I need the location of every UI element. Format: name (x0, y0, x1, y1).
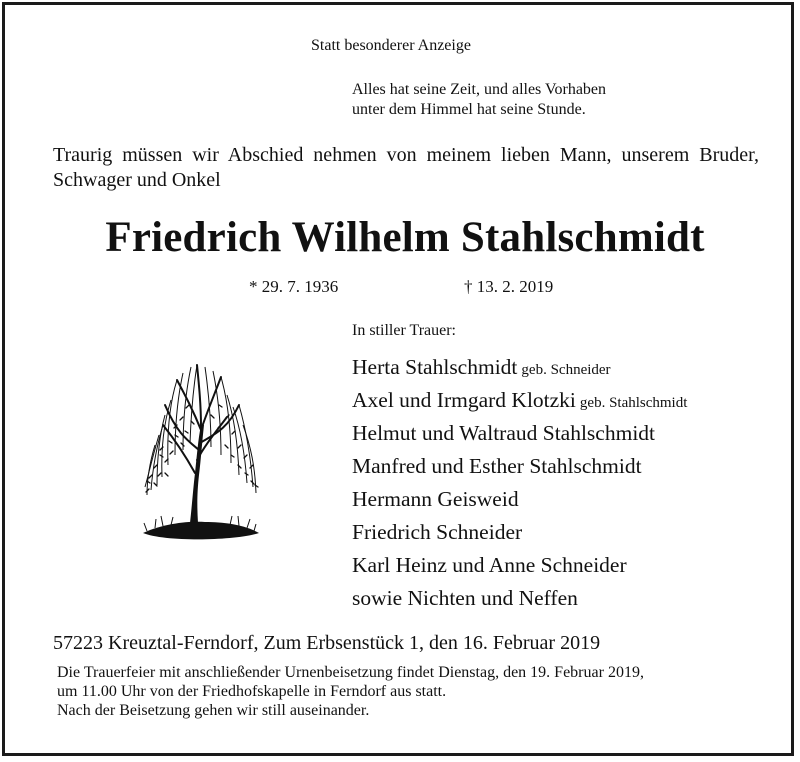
mourner-name: Manfred und Esther Stahlschmidt (352, 454, 642, 478)
mourner (352, 351, 687, 384)
mourner (352, 582, 687, 615)
place-date: 57223 Kreuztal-Ferndorf, Zum Erbsenstück 1, den 16. Februar 2019 (53, 632, 601, 654)
death-date: † 13. 2. 2019 (464, 277, 554, 296)
mourner (352, 549, 687, 582)
mourner (352, 516, 687, 549)
mourner-note: geb. Schneider (521, 362, 611, 378)
birth-date: * 29. 7. 1936 (249, 277, 339, 296)
obituary-frame (2, 2, 794, 756)
mourner (352, 417, 687, 450)
quote-line: Alles hat seine Zeit, und alles Vorhaben (352, 81, 607, 98)
mourner (352, 384, 687, 417)
mourner-note: geb. Stahlschmidt (579, 395, 688, 411)
mourner (352, 483, 687, 516)
mourners-label: In stiller Trauer: (352, 322, 456, 339)
quote (352, 80, 606, 120)
mourner-name: sowie Nichten und Neffen (352, 586, 578, 610)
notice-line: um 11.00 Uhr von der Friedhofskapelle in Ferndorf aus statt. (57, 683, 447, 700)
notice-line: Nach der Beisetzung gehen wir still auseinander. (57, 702, 370, 719)
mourner-name: Herta Stahlschmidt (352, 355, 518, 379)
mourner-name: Hermann Geisweid (352, 487, 519, 511)
mourner-name: Karl Heinz und Anne Schneider (352, 553, 627, 577)
weeping-willow-icon (135, 355, 265, 545)
intro-text: Traurig müssen wir Abschied nehmen von meinem lieben Mann, unserem Bruder, Schwager und Onkel (53, 144, 759, 191)
mourner-name: Axel und Irmgard Klotzki (352, 388, 576, 412)
header-note: Statt besonderer Anzeige (311, 37, 471, 54)
mourner-name: Helmut und Waltraud Stahlschmidt (352, 421, 656, 445)
funeral-notice (57, 663, 644, 720)
mourners-list (352, 351, 687, 615)
mourner (352, 450, 687, 483)
mourner-name: Friedrich Schneider (352, 520, 523, 544)
deceased-name: Friedrich Wilhelm Stahlschmidt (105, 214, 705, 261)
quote-line: unter dem Himmel hat seine Stunde. (352, 101, 586, 118)
notice-line: Die Trauerfeier mit anschließender Urnenbeisetzung findet Dienstag, den 19. Februar 2019, (57, 664, 644, 681)
